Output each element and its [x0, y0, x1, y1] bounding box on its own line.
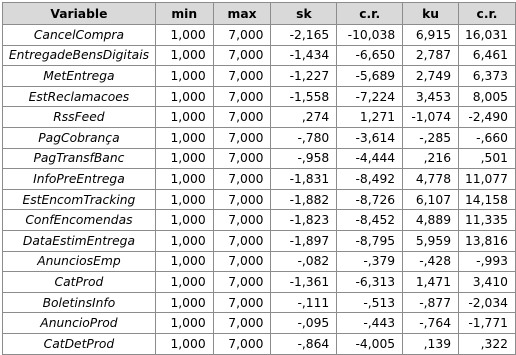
table-row: [3, 66, 516, 87]
cell-sk: -1,823: [271, 210, 337, 231]
cell-max: 7,000: [213, 230, 271, 251]
table-row: [3, 251, 516, 272]
cell-sk: -1,897: [271, 230, 337, 251]
cell-cr-ku: 3,410: [459, 272, 516, 293]
cell-cr-ku: -2,490: [459, 107, 516, 128]
cell-variable: AnunciosEmp: [3, 251, 156, 272]
normality-table: [2, 2, 516, 355]
cell-min: 1,000: [155, 66, 213, 87]
cell-ku: -,877: [403, 292, 459, 313]
cell-min: 1,000: [155, 127, 213, 148]
cell-variable: InfoPreEntrega: [3, 169, 156, 190]
cell-ku: ,139: [403, 333, 459, 354]
cell-cr-sk: -8,795: [337, 230, 403, 251]
cell-cr-ku: -,993: [459, 251, 516, 272]
cell-min: 1,000: [155, 86, 213, 107]
cell-sk: -,082: [271, 251, 337, 272]
cell-variable: PagCobrança: [3, 127, 156, 148]
cell-variable: ConfEncomendas: [3, 210, 156, 231]
table-row: [3, 148, 516, 169]
cell-ku: 3,453: [403, 86, 459, 107]
cell-ku: 4,889: [403, 210, 459, 231]
cell-variable: CatProd: [3, 272, 156, 293]
table-row: [3, 86, 516, 107]
cell-min: 1,000: [155, 230, 213, 251]
cell-ku: 6,915: [403, 25, 459, 46]
cell-variable: RssFeed: [3, 107, 156, 128]
cell-cr-sk: -4,005: [337, 333, 403, 354]
cell-cr-sk: -,513: [337, 292, 403, 313]
cell-max: 7,000: [213, 333, 271, 354]
cell-max: 7,000: [213, 86, 271, 107]
cell-sk: -2,165: [271, 25, 337, 46]
cell-min: 1,000: [155, 45, 213, 66]
cell-max: 7,000: [213, 313, 271, 334]
cell-variable: EntregadeBensDigitais: [3, 45, 156, 66]
cell-min: 1,000: [155, 292, 213, 313]
cell-sk: -1,434: [271, 45, 337, 66]
cell-min: 1,000: [155, 251, 213, 272]
cell-max: 7,000: [213, 66, 271, 87]
cell-ku: -,428: [403, 251, 459, 272]
cell-ku: -1,074: [403, 107, 459, 128]
table-row: [3, 189, 516, 210]
cell-cr-ku: 14,158: [459, 189, 516, 210]
cell-sk: -,864: [271, 333, 337, 354]
cell-ku: -,764: [403, 313, 459, 334]
cell-cr-ku: -2,034: [459, 292, 516, 313]
cell-cr-ku: 6,373: [459, 66, 516, 87]
cell-max: 7,000: [213, 45, 271, 66]
cell-ku: ,216: [403, 148, 459, 169]
table-body: [3, 25, 516, 355]
cell-cr-ku: 13,816: [459, 230, 516, 251]
cell-variable: EstEncomTracking: [3, 189, 156, 210]
cell-sk: -,958: [271, 148, 337, 169]
cell-cr-ku: -,660: [459, 127, 516, 148]
table-row: [3, 25, 516, 46]
cell-cr-sk: -,379: [337, 251, 403, 272]
table-row: [3, 210, 516, 231]
table-row: [3, 230, 516, 251]
cell-cr-ku: 6,461: [459, 45, 516, 66]
table-row: [3, 45, 516, 66]
cell-cr-ku: 11,335: [459, 210, 516, 231]
cell-cr-ku: 11,077: [459, 169, 516, 190]
cell-max: 7,000: [213, 107, 271, 128]
cell-variable: DataEstimEntrega: [3, 230, 156, 251]
cell-cr-ku: 8,005: [459, 86, 516, 107]
cell-ku: 2,749: [403, 66, 459, 87]
cell-variable: BoletinsInfo: [3, 292, 156, 313]
cell-ku: -,285: [403, 127, 459, 148]
cell-cr-sk: -6,313: [337, 272, 403, 293]
cell-sk: -,111: [271, 292, 337, 313]
cell-max: 7,000: [213, 210, 271, 231]
table-row: [3, 333, 516, 354]
cell-sk: -1,558: [271, 86, 337, 107]
cell-ku: 2,787: [403, 45, 459, 66]
header-max: max: [213, 3, 271, 25]
cell-min: 1,000: [155, 25, 213, 46]
table-row: [3, 292, 516, 313]
table-row: [3, 107, 516, 128]
cell-max: 7,000: [213, 251, 271, 272]
cell-min: 1,000: [155, 272, 213, 293]
cell-variable: CancelCompra: [3, 25, 156, 46]
cell-min: 1,000: [155, 189, 213, 210]
cell-max: 7,000: [213, 292, 271, 313]
cell-cr-sk: -5,689: [337, 66, 403, 87]
cell-min: 1,000: [155, 169, 213, 190]
cell-max: 7,000: [213, 127, 271, 148]
header-row: [3, 3, 516, 25]
header-cr-ku: c.r.: [459, 3, 516, 25]
cell-ku: 4,778: [403, 169, 459, 190]
cell-variable: MetEntrega: [3, 66, 156, 87]
cell-cr-sk: -8,726: [337, 189, 403, 210]
cell-max: 7,000: [213, 169, 271, 190]
cell-min: 1,000: [155, 313, 213, 334]
cell-sk: -,780: [271, 127, 337, 148]
table-row: [3, 313, 516, 334]
cell-cr-sk: -10,038: [337, 25, 403, 46]
cell-cr-sk: -6,650: [337, 45, 403, 66]
cell-variable: PagTransfBanc: [3, 148, 156, 169]
cell-cr-sk: -,443: [337, 313, 403, 334]
cell-ku: 1,471: [403, 272, 459, 293]
cell-sk: -1,882: [271, 189, 337, 210]
header-sk: sk: [271, 3, 337, 25]
cell-variable: CatDetProd: [3, 333, 156, 354]
cell-sk: -,095: [271, 313, 337, 334]
cell-max: 7,000: [213, 25, 271, 46]
cell-min: 1,000: [155, 210, 213, 231]
cell-max: 7,000: [213, 272, 271, 293]
cell-ku: 6,107: [403, 189, 459, 210]
cell-min: 1,000: [155, 148, 213, 169]
cell-min: 1,000: [155, 107, 213, 128]
cell-min: 1,000: [155, 333, 213, 354]
cell-cr-sk: -4,444: [337, 148, 403, 169]
header-cr-sk: c.r.: [337, 3, 403, 25]
cell-cr-sk: -8,452: [337, 210, 403, 231]
cell-cr-ku: -1,771: [459, 313, 516, 334]
cell-cr-ku: ,501: [459, 148, 516, 169]
table-row: [3, 169, 516, 190]
header-min: min: [155, 3, 213, 25]
table-row: [3, 272, 516, 293]
header-variable: Variable: [3, 3, 156, 25]
table-container: [2, 2, 516, 355]
cell-cr-ku: 16,031: [459, 25, 516, 46]
cell-variable: AnuncioProd: [3, 313, 156, 334]
cell-cr-sk: 1,271: [337, 107, 403, 128]
table-row: [3, 127, 516, 148]
cell-variable: EstReclamacoes: [3, 86, 156, 107]
cell-sk: -1,361: [271, 272, 337, 293]
cell-cr-sk: -7,224: [337, 86, 403, 107]
cell-sk: ,274: [271, 107, 337, 128]
cell-sk: -1,227: [271, 66, 337, 87]
cell-sk: -1,831: [271, 169, 337, 190]
cell-cr-sk: -3,614: [337, 127, 403, 148]
header-ku: ku: [403, 3, 459, 25]
cell-cr-ku: ,322: [459, 333, 516, 354]
cell-cr-sk: -8,492: [337, 169, 403, 190]
cell-ku: 5,959: [403, 230, 459, 251]
cell-max: 7,000: [213, 148, 271, 169]
cell-max: 7,000: [213, 189, 271, 210]
